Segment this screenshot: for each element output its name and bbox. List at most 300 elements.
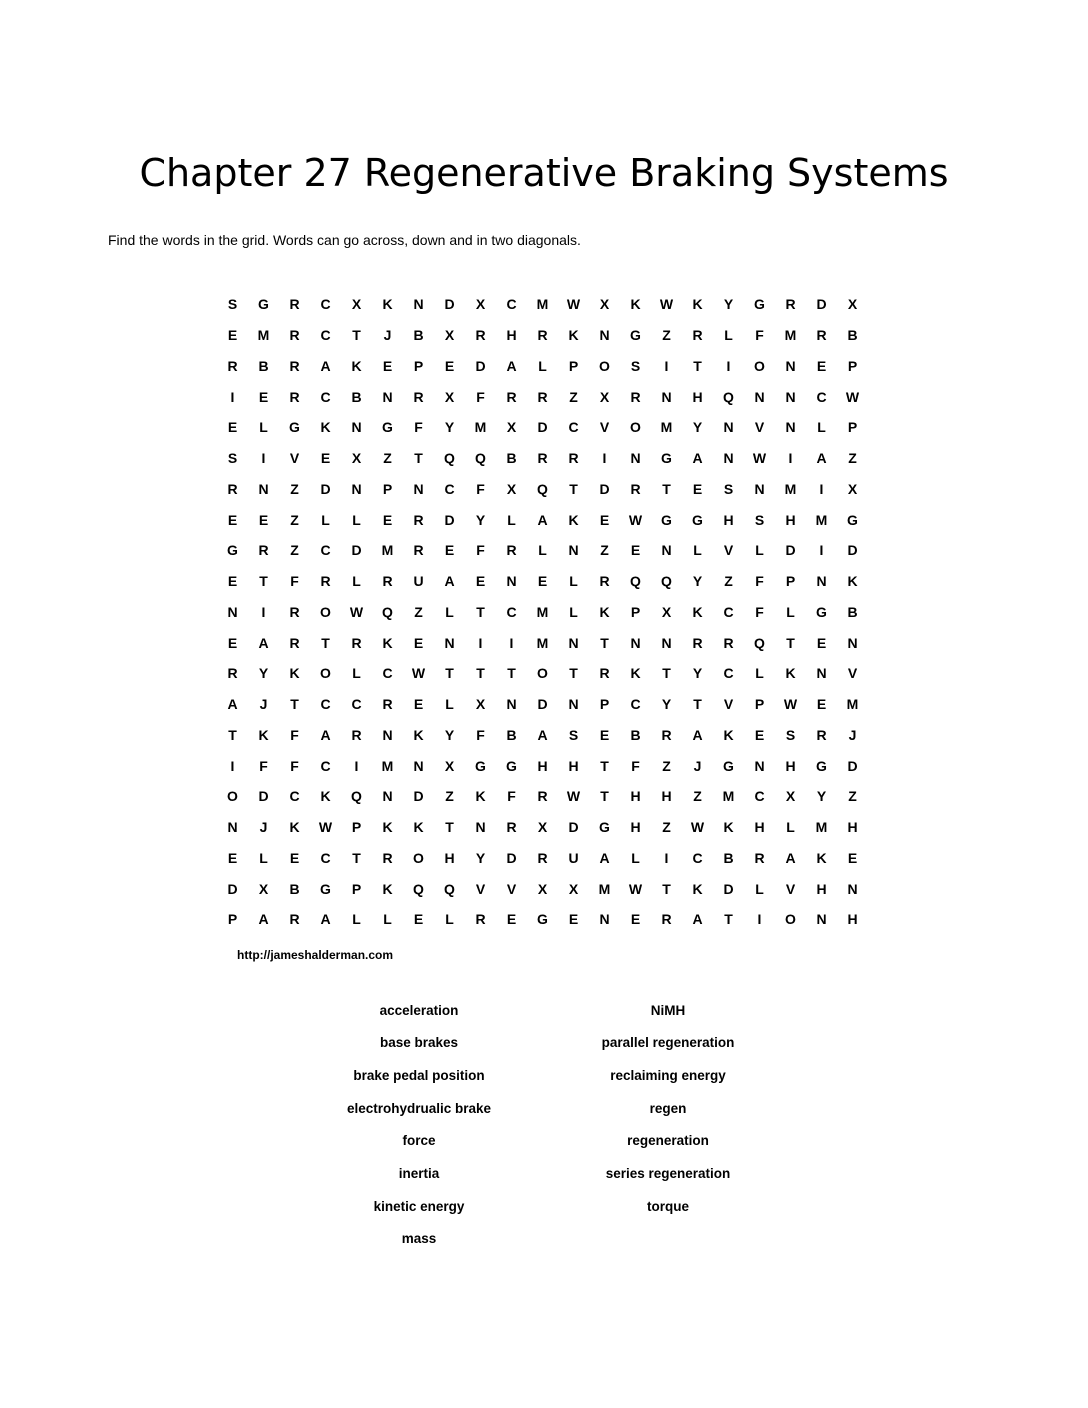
grid-letter: T — [414, 450, 423, 467]
grid-letter: S — [227, 296, 238, 313]
grid-letter: T — [786, 634, 795, 651]
grid-letter: A — [785, 849, 796, 866]
grid-letter: N — [444, 634, 455, 651]
instructions-text: Find the words in the grid. Words can go across, down and in two diagonals. — [108, 232, 581, 248]
grid-letter: L — [724, 327, 733, 344]
grid-letter: T — [352, 849, 361, 866]
grid-letter: D — [599, 480, 610, 497]
grid-letter: X — [568, 880, 579, 897]
grid-letter: T — [600, 634, 609, 651]
grid-letter: N — [258, 480, 269, 497]
grid-letter: D — [227, 880, 238, 897]
grid-letter: E — [599, 726, 610, 743]
grid-letter: F — [755, 573, 764, 590]
grid-letter: X — [847, 296, 858, 313]
grid-letter: V — [506, 880, 517, 897]
grid-letter: M — [784, 480, 797, 497]
grid-letter: N — [785, 388, 796, 405]
grid-letter: T — [445, 819, 454, 836]
grid-letter: E — [227, 573, 238, 590]
grid-letter: K — [382, 880, 393, 897]
grid-letter: V — [847, 665, 858, 682]
grid-letter: O — [320, 603, 331, 620]
grid-letter: P — [754, 696, 765, 713]
grid-letter: X — [444, 327, 455, 344]
grid-letter: R — [630, 388, 641, 405]
grid-letter: R — [537, 849, 548, 866]
grid-letter: L — [259, 849, 268, 866]
grid-letter: C — [723, 665, 734, 682]
grid-letter: W — [566, 296, 581, 313]
grid-letter: A — [444, 573, 455, 590]
grid-letter: F — [290, 757, 299, 774]
grid-letter: B — [723, 849, 734, 866]
grid-letter: S — [785, 726, 796, 743]
grid-letter: T — [507, 665, 516, 682]
grid-letter: C — [723, 603, 734, 620]
grid-letter: C — [506, 296, 517, 313]
grid-letter: N — [506, 573, 517, 590]
grid-letter: R — [599, 665, 610, 682]
grid-letter: K — [723, 819, 734, 836]
grid-letter: T — [662, 665, 671, 682]
grid-letter: C — [816, 388, 827, 405]
grid-letter: G — [847, 511, 858, 528]
grid-letter: J — [848, 726, 857, 743]
grid-letter: L — [445, 911, 454, 928]
grid-letter: E — [289, 849, 300, 866]
grid-letter: Z — [662, 819, 671, 836]
grid-letter: I — [478, 634, 483, 651]
grid-letter: E — [227, 849, 238, 866]
grid-letter: T — [476, 603, 485, 620]
grid-letter: D — [506, 849, 517, 866]
grid-letter: D — [847, 757, 858, 774]
grid-letter: G — [816, 603, 827, 620]
grid-letter: K — [847, 573, 858, 590]
grid-letter: N — [413, 296, 424, 313]
grid-letter: W — [845, 388, 860, 405]
grid-letter: N — [661, 634, 672, 651]
grid-letter: R — [537, 388, 548, 405]
grid-letter: Z — [662, 327, 671, 344]
grid-letter: M — [257, 327, 270, 344]
grid-letter: T — [662, 480, 671, 497]
grid-letter: W — [690, 819, 705, 836]
grid-letter: D — [816, 296, 827, 313]
grid-letter: X — [506, 480, 517, 497]
grid-letter: D — [475, 357, 486, 374]
grid-letter: L — [445, 696, 454, 713]
grid-letter: X — [351, 296, 362, 313]
grid-letter: S — [227, 450, 238, 467]
word-list-right — [498, 994, 838, 1222]
grid-letter: Y — [475, 849, 486, 866]
grid-letter: G — [599, 819, 610, 836]
grid-letter: G — [537, 911, 548, 928]
grid-letter: E — [444, 542, 455, 559]
grid-letter: G — [661, 450, 672, 467]
grid-letter: D — [847, 542, 858, 559]
grid-letter: R — [289, 911, 300, 928]
grid-letter: D — [537, 419, 548, 436]
grid-letter: P — [227, 911, 238, 928]
grid-letter: O — [320, 665, 331, 682]
grid-letter: R — [351, 726, 362, 743]
grid-letter: H — [630, 819, 641, 836]
grid-letter: F — [259, 757, 268, 774]
grid-letter: T — [445, 665, 454, 682]
grid-letter: Z — [848, 450, 857, 467]
grid-letter: L — [569, 603, 578, 620]
grid-letter: M — [784, 327, 797, 344]
word-list-item: reclaiming energy — [610, 1068, 726, 1084]
grid-letter: W — [659, 296, 674, 313]
grid-letter: R — [537, 327, 548, 344]
grid-letter: Y — [692, 665, 703, 682]
grid-letter: P — [785, 573, 796, 590]
grid-letter: E — [599, 511, 610, 528]
grid-letter: M — [598, 880, 611, 897]
grid-letter: L — [538, 542, 547, 559]
grid-letter: C — [692, 849, 703, 866]
grid-letter: M — [381, 757, 394, 774]
grid-letter: L — [507, 511, 516, 528]
grid-letter: R — [816, 327, 827, 344]
grid-letter: N — [227, 603, 238, 620]
grid-letter: N — [754, 480, 765, 497]
grid-letter: A — [599, 849, 610, 866]
grid-letter: K — [413, 819, 424, 836]
grid-letter: D — [258, 788, 269, 805]
source-url-text: http://jameshalderman.com — [237, 948, 394, 962]
grid-letter: R — [692, 634, 703, 651]
grid-letter: E — [413, 634, 424, 651]
grid-letter: B — [847, 327, 858, 344]
grid-letter: V — [723, 696, 734, 713]
grid-letter: J — [259, 696, 268, 713]
grid-letter: N — [816, 911, 827, 928]
grid-letter: E — [816, 634, 827, 651]
grid-letter: Q — [351, 788, 362, 805]
grid-letter: A — [227, 696, 238, 713]
grid-letter: R — [227, 480, 238, 497]
grid-letter: R — [754, 849, 765, 866]
grid-letter: E — [227, 419, 238, 436]
grid-letter: B — [847, 603, 858, 620]
grid-letter: Q — [382, 603, 393, 620]
grid-letter: W — [628, 880, 643, 897]
grid-letter: H — [754, 819, 765, 836]
grid-letter: D — [444, 511, 455, 528]
grid-letter: F — [476, 726, 485, 743]
grid-letter: Q — [413, 880, 424, 897]
grid-letter: N — [723, 450, 734, 467]
grid-letter: R — [289, 388, 300, 405]
grid-letter: P — [351, 880, 362, 897]
grid-letter: Y — [692, 419, 703, 436]
grid-letter: X — [351, 450, 362, 467]
grid-letter: P — [630, 603, 641, 620]
grid-letter: R — [475, 911, 486, 928]
grid-letter: F — [414, 419, 423, 436]
grid-letter: F — [631, 757, 640, 774]
grid-letter: D — [413, 788, 424, 805]
grid-letter: R — [413, 542, 424, 559]
grid-letter: B — [351, 388, 362, 405]
grid-letter: R — [661, 726, 672, 743]
grid-letter: W — [349, 603, 364, 620]
grid-letter: R — [289, 357, 300, 374]
grid-letter: O — [754, 357, 765, 374]
grid-letter: T — [662, 880, 671, 897]
grid-letter: B — [289, 880, 300, 897]
grid-letter: M — [846, 696, 859, 713]
grid-letter: N — [754, 388, 765, 405]
grid-letter: L — [755, 542, 764, 559]
grid-letter: Y — [816, 788, 827, 805]
grid-letter: R — [258, 542, 269, 559]
grid-letter: Q — [754, 634, 765, 651]
grid-letter: R — [630, 480, 641, 497]
grid-letter: N — [785, 419, 796, 436]
grid-letter: I — [726, 357, 731, 374]
grid-letter: R — [289, 634, 300, 651]
grid-letter: I — [261, 603, 266, 620]
grid-letter: R — [382, 849, 393, 866]
grid-letter: C — [289, 788, 300, 805]
grid-letter: D — [320, 480, 331, 497]
grid-letter: K — [382, 296, 393, 313]
grid-letter: A — [320, 357, 331, 374]
grid-letter: G — [630, 327, 641, 344]
grid-letter: N — [599, 327, 610, 344]
grid-letter: G — [289, 419, 300, 436]
grid-letter: V — [785, 880, 796, 897]
grid-letter: B — [506, 726, 517, 743]
grid-letter: K — [258, 726, 269, 743]
grid-letter: N — [816, 665, 827, 682]
grid-letter: E — [382, 511, 393, 528]
grid-letter: Y — [475, 511, 486, 528]
grid-letter: J — [383, 327, 392, 344]
grid-letter: Y — [661, 696, 672, 713]
grid-letter: U — [413, 573, 424, 590]
grid-letter: L — [786, 819, 795, 836]
grid-letter: E — [258, 388, 269, 405]
word-list-item: acceleration — [379, 1002, 459, 1018]
grid-letter: Y — [692, 573, 703, 590]
word-list-item: brake pedal position — [353, 1068, 485, 1084]
grid-letter: A — [506, 357, 517, 374]
grid-letter: F — [290, 573, 299, 590]
grid-letter: K — [785, 665, 796, 682]
grid-letter: N — [816, 573, 827, 590]
grid-letter: A — [692, 450, 703, 467]
grid-letter: M — [722, 788, 735, 805]
grid-letter: W — [752, 450, 767, 467]
grid-letter: C — [506, 603, 517, 620]
grid-letter: C — [444, 480, 455, 497]
grid-letter: D — [444, 296, 455, 313]
grid-letter: X — [537, 819, 548, 836]
grid-letter: V — [754, 419, 765, 436]
grid-letter: L — [352, 665, 361, 682]
grid-letter: E — [227, 511, 238, 528]
grid-letter: K — [599, 603, 610, 620]
grid-letter: C — [320, 388, 331, 405]
grid-letter: X — [599, 388, 610, 405]
grid-letter: O — [785, 911, 796, 928]
word-list-item: electrohydrualic brake — [346, 1100, 492, 1116]
grid-letter: N — [568, 542, 579, 559]
grid-letter: L — [352, 573, 361, 590]
grid-letter: A — [692, 726, 703, 743]
grid-letter: K — [630, 296, 641, 313]
grid-letter: X — [506, 419, 517, 436]
grid-letter: W — [783, 696, 798, 713]
grid-letter: K — [382, 634, 393, 651]
grid-letter: K — [382, 819, 393, 836]
grid-letter: P — [847, 419, 858, 436]
grid-letter: T — [290, 696, 299, 713]
grid-letter: H — [847, 819, 858, 836]
grid-letter: T — [600, 757, 609, 774]
grid-letter: H — [661, 788, 672, 805]
grid-letter: H — [847, 911, 858, 928]
grid-letter: Q — [537, 480, 548, 497]
grid-letter: X — [475, 296, 486, 313]
grid-letter: R — [816, 726, 827, 743]
grid-letter: R — [537, 450, 548, 467]
grid-letter: G — [816, 757, 827, 774]
word-list-item: parallel regeneration — [601, 1035, 735, 1051]
grid-letter: N — [413, 480, 424, 497]
grid-letter: D — [537, 696, 548, 713]
grid-letter: L — [259, 419, 268, 436]
grid-letter: I — [819, 480, 824, 497]
grid-letter: Z — [290, 480, 299, 497]
grid-letter: I — [261, 450, 266, 467]
grid-letter: O — [227, 788, 238, 805]
grid-letter: M — [474, 419, 487, 436]
grid-letter: Q — [723, 388, 734, 405]
grid-letter: A — [258, 911, 269, 928]
grid-letter: H — [630, 788, 641, 805]
grid-letter: G — [723, 757, 734, 774]
grid-letter: N — [599, 911, 610, 928]
grid-letter: E — [475, 573, 486, 590]
grid-letter: L — [352, 511, 361, 528]
grid-letter: R — [599, 573, 610, 590]
grid-letter: D — [723, 880, 734, 897]
grid-letter: T — [321, 634, 330, 651]
grid-letter: P — [413, 357, 424, 374]
grid-letter: K — [351, 357, 362, 374]
grid-letter: R — [289, 603, 300, 620]
grid-letter: N — [351, 419, 362, 436]
grid-letter: H — [816, 880, 827, 897]
grid-letter: S — [723, 480, 734, 497]
grid-letter: Q — [475, 450, 486, 467]
grid-letter: R — [320, 573, 331, 590]
grid-letter: E — [444, 357, 455, 374]
grid-letter: O — [413, 849, 424, 866]
word-list-item: regen — [649, 1100, 687, 1116]
grid-letter: E — [537, 573, 548, 590]
grid-letter: H — [692, 388, 703, 405]
grid-letter: R — [413, 388, 424, 405]
grid-letter: B — [506, 450, 517, 467]
grid-letter: T — [693, 696, 702, 713]
grid-letter: U — [568, 849, 579, 866]
grid-letter: P — [599, 696, 610, 713]
grid-letter: R — [785, 296, 796, 313]
grid-letter: T — [724, 911, 733, 928]
grid-letter: V — [289, 450, 300, 467]
grid-letter: G — [506, 757, 517, 774]
grid-letter: C — [320, 849, 331, 866]
grid-letter: I — [819, 542, 824, 559]
grid-letter: T — [600, 788, 609, 805]
grid-letter: N — [754, 757, 765, 774]
grid-letter: J — [693, 757, 702, 774]
grid-letter: H — [723, 511, 734, 528]
grid-letter: E — [413, 911, 424, 928]
grid-letter: N — [568, 634, 579, 651]
grid-letter: E — [816, 696, 827, 713]
grid-letter: N — [723, 419, 734, 436]
grid-letter: A — [537, 511, 548, 528]
grid-letter: Z — [693, 788, 702, 805]
grid-letter: R — [692, 327, 703, 344]
grid-letter: R — [351, 634, 362, 651]
grid-letter: Q — [444, 450, 455, 467]
grid-letter: R — [289, 327, 300, 344]
grid-letter: K — [568, 511, 579, 528]
grid-letter: L — [786, 603, 795, 620]
grid-letter: K — [630, 665, 641, 682]
grid-letter: I — [788, 450, 793, 467]
grid-letter: S — [630, 357, 641, 374]
grid-letter: R — [413, 511, 424, 528]
grid-letter: E — [506, 911, 517, 928]
grid-letter: E — [413, 696, 424, 713]
grid-letter: C — [568, 419, 579, 436]
grid-letter: K — [320, 419, 331, 436]
grid-letter: N — [568, 696, 579, 713]
grid-letter: Y — [444, 726, 455, 743]
grid-letter: M — [536, 296, 549, 313]
word-list-item: force — [402, 1133, 436, 1149]
grid-letter: N — [475, 819, 486, 836]
grid-letter: X — [785, 788, 796, 805]
grid-letter: E — [754, 726, 765, 743]
word-list-item: kinetic energy — [373, 1198, 465, 1214]
grid-letter: D — [785, 542, 796, 559]
grid-letter: Z — [600, 542, 609, 559]
grid-letter: K — [475, 788, 486, 805]
grid-letter: E — [258, 511, 269, 528]
grid-letter: I — [757, 911, 762, 928]
grid-letter: A — [320, 726, 331, 743]
grid-letter: L — [352, 911, 361, 928]
grid-letter: R — [289, 296, 300, 313]
grid-letter: W — [628, 511, 643, 528]
grid-letter: A — [258, 634, 269, 651]
grid-letter: L — [383, 911, 392, 928]
grid-letter: K — [816, 849, 827, 866]
